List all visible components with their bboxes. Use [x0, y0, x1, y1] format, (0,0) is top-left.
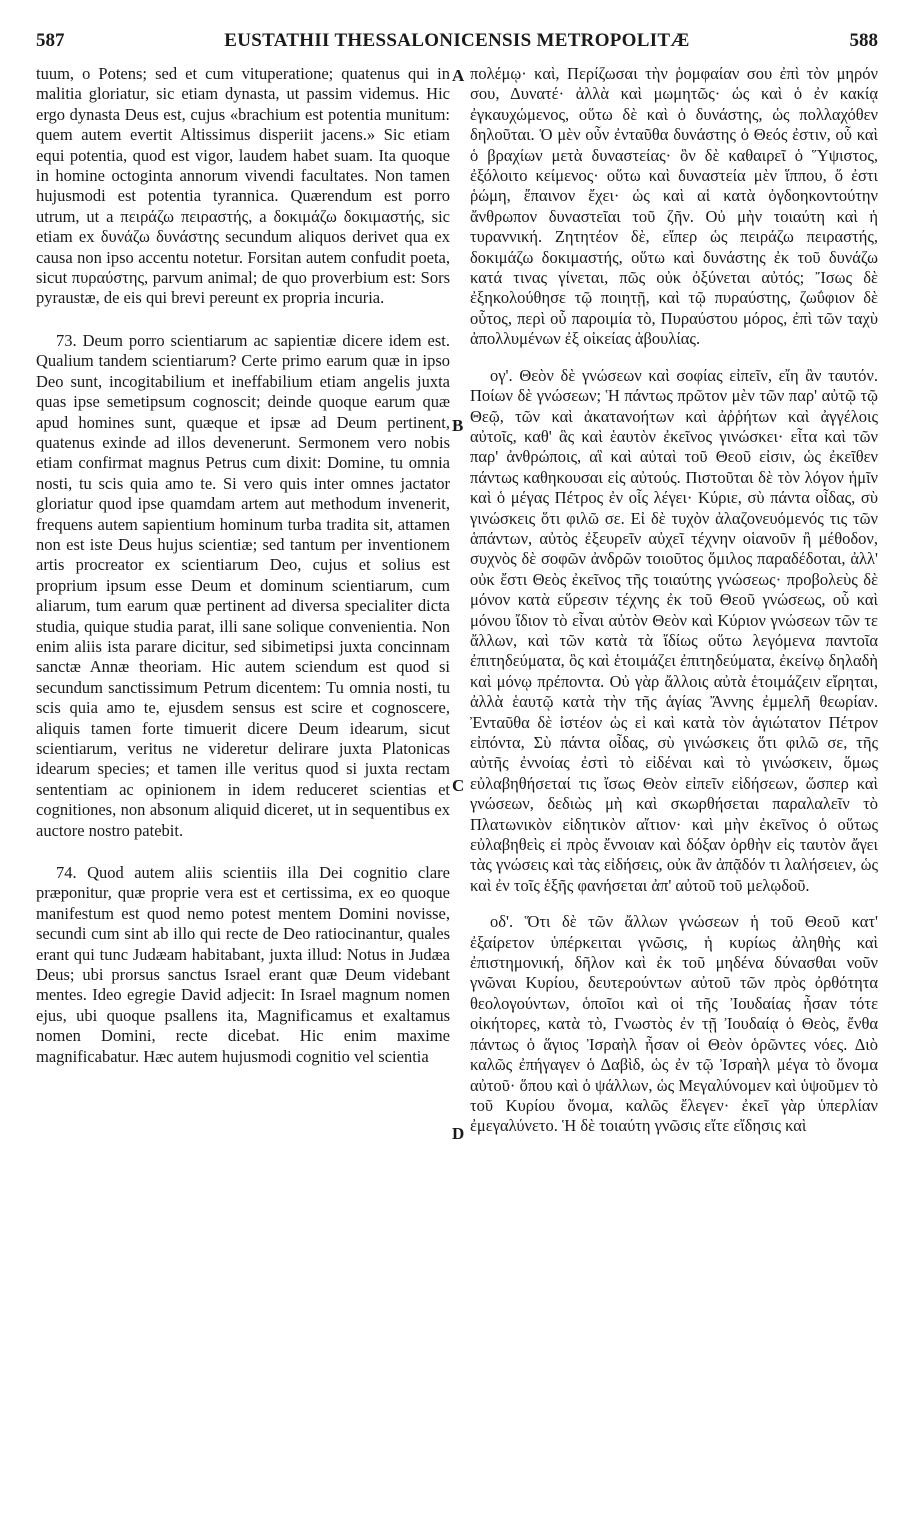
margin-marker-a: A: [452, 66, 465, 85]
latin-column: [36, 64, 450, 1067]
greek-paragraph-72-end: πολέμῳ· καὶ, Περίζωσαι τὴν ῥομφαίαν σου ἐπὶ τὸν μηρόν σου, Δυνατέ· ἀλλὰ καὶ μωμητῶς· ὡς καὶ ὁ ἐν κακίᾳ ἐγκαυχώμενος, οὕτω δὲ καὶ ὁ δυνάστης, ὡς πολλαχόθεν δηλοῦται. Ὁ μὲν οὖν ἐνταῦθα δυνάστης ὁ Θεός ἐστιν, οὗ καὶ ὁ βραχίων μετὰ δυναστείας· ὃν δὲ καθαιρεῖ ὁ Ὕψιστος, ἐξόλοιτο κείμενος· οὕτω καὶ δυναστεία μὲν ἵππου, ὅ ἐστι ῥώμη, ἔπαινον ἔχει· ὡς καὶ αἱ κατὰ ὀγδοηκοντούτην ἄνθρωπον δυναστεῖαι τοῦ ζῆν. Οὐ μὴν τοιαύτη καὶ ἡ τυραννική. Ζητητέον δὲ, εἴπερ ὡς πειράζω πειραστής, δοκιμάζω δοκιμαστής, οὕτω καὶ δυνάστης ἐκ τοῦ δυνάζω κατά τινας γίνεται, πῶς οὐκ ὀξύνεται αὐτός; Ἴσως δὲ ἐξηκολούθησε τῷ ποιητῇ, καὶ τῷ πυραύστης, ζωΰφιον δὲ οὗτος, περὶ οὗ παροιμία τὸ, Πυραύστου μόρος, ἐπὶ τῶν ταχὺ ἀπολλυμένων ἐξ οἰκείας ἀβουλίας.: [470, 64, 878, 349]
running-title: EUSTATHII THESSALONICENSIS METROPOLITÆ: [224, 30, 690, 51]
margin-marker-b: B: [452, 416, 464, 435]
page-number-left: 587: [36, 30, 65, 51]
greek-paragraph-73: ογ'. Θεὸν δὲ γνώσεων καὶ σοφίας εἰπεῖν, εἴη ἂν ταυτόν. Ποίων δὲ γνώσεων; Ἡ πάντως πρῶτον μὲν τῶν παρ' αὐτῷ τῷ Θεῷ, τῶν καὶ ἀκατανοήτων καὶ ἀῤῥήτων καὶ ἀγγέλοις αὐτοῖς, καθ' ἃς καὶ ἑαυτὸν ἐκεῖνος γινώσκει· εἶτα καὶ τῶν παρ' ἀνθρώποις, αἳ καὶ αὐταὶ τοῦ Θεοῦ εἰσιν, ὡς ἐκεῖθεν πάντως καθηκουσαι εἰς αὐτούς. Πιστοῦται δὲ τὸν λόγον ἡμῖν καὶ ὁ μέγας Πέτρος ἐν οἷς λέγει· Κύριε, σὺ πάντα οἶδας, σὺ γινώσκεις ὅτι φιλῶ σε. Εἰ δὲ τυχὸν ἀλαζονευόμενός τις τῶν ἁπάντων, αὐτὸς ἐξευρεῖν αὐχεῖ τέχνην οἱανοῦν ἢ μέθοδον, συχνὸς δὲ σοφῶν ἀνδρῶν τοιοῦτος ὅμιλος παραδέδοται, ἀλλ' οὐκ ἔστι Θεὸς ἐκεῖνος τῆς τοιαύτης γνώσεως· προβολεὺς δὲ μόνον κατὰ εὕρεσιν τέχνης ἐκ τοῦ Θεοῦ γνώσεως, οὗ καὶ μόνου ἴδιον τὸ εἶναι αὐτὸν Θεὸν καὶ Κύριον γνώσεων τῶν τε ἄλλων, καὶ τῶν κατὰ τὰ ἴδίως οὕτω λεγόμενα παντοῖα ἐπιτηδεύματα, ὃς καὶ ἑτοιμάζει ἐπιτηδεύματα, ἐκείνῳ δηλαδὴ καὶ μόνῳ πρέποντα. Οὐ γὰρ ἄλλοις αὐτὰ ἑτοιμάζειν εἴρηται, ἀλλὰ ἑαυτῷ κατὰ τὴν τῆς ἁγίας Ἄννης ἐμμελῆ θεωρίαν. Ἐνταῦθα δὲ ἰστέον ὡς εἰ καὶ κατὰ τὸν ἁγιώτατον Πέτρον εἰπόντα, Σὺ πάντα οἶδας, σὺ γινώσκεις ὅτι φιλῶ σε, τῆς αὐτῆς ἐννοίας ἐστὶ τὸ εἰδέναι καὶ τὸ γινώσκειν, ὅμως εὐλαβηθήσεταί τις ἴσως Θεὸν εἰπεῖν εἰδήσεων, ὥσπερ καὶ γνώσεων, δεδιὼς μὴ καὶ σκωρθήσεται παραλαλεῖν τὸ Πλατωνικὸν εἰδητικὸν αἴτιον· καὶ μὴν ἐκεῖνος ὁ οὕτως εὐλαβηθεὶς εἰ πρὸς ἔννοιαν καὶ δόξαν ὀρθὴν εἰς ταυτὸν ἄγει τὰς γνώσεις καὶ τὰς εἰδήσεις, οὐκ ἂν ἀπᾷδόν τι λαλήσειεν, ὡς καὶ ἐν τοῖς ἑξῆς φανήσεται ἀπ' αὐτοῦ τοῦ μελῳδοῦ.: [470, 365, 878, 895]
margin-marker-c: C: [452, 776, 465, 795]
margin-marker-d: D: [452, 1124, 465, 1143]
latin-paragraph-73: 73. Deum porro scientiarum ac sapientiæ dicere idem est. Qualium tandem scientiarum? Certe primo earum quæ in ipso Deo sunt, incogitabilium et ineffabilium etiam angelis juxta quas ipse semetipsum cognoscit; deinde quoque earum quæ apud homines sunt, quæque et ipsæ ad Deum pertinent, quatenus exinde ad illos devenerunt. Sermonem vero nobis etiam confirmat magnus Petrus cum dixit: Domine, tu omnia nosti, tu scis quia amo te. Si vero quis inter omnes jactator gloriatur quod ipse quamdam artem aut methodum invenerit, frequens autem sapientium hominum turba tradita sit, attamen non est iste Deus hujus scientiæ; sed tantum per inventionem artis procreator ex scientiarum Deo, cujus et solius est proprium ipsum esse Deum et dominum scientiarum, cum aliarum, tum earum quæ pertinent ad diversa specialiter dicta studia, quique studia parat, illi sane solique convenientia. Non enim aliis ista parare dicitur, sed sibimetipsi juxta concinnam sanctæ Annæ theoriam. Hic autem sciendum est quod si secundum sanctissimum Petrum dicentem: Tu omnia nosti, tu scis quia amo te, ejusdem sensus est scire et cognoscere, aliquis tamen forte timuerit dicere Deum idearum, sicut scientiarum, veritus ne videretur delirare juxta Platonicas idearum species; et tamen ille veritus quod si juxta rectam sententiam ac opinionem in idem reduceret scientias et cognitiones, non absonum aliquid diceret, ut in sequentibus ex auctore nostro patebit.: [36, 330, 450, 840]
latin-paragraph-72-end: tuum, o Potens; sed et cum vituperatione; quatenus qui in malitia gloriatur, sic etiam dynasta, ut passim videmus. Hic ergo dynasta Deus est, cujus «brachium est potentia munitum: quem autem evertit Altissimus disperiit jacens.» Sic etiam equi potentia, quod est vigor, laudem habet suam. Ita quoque in homine octoginta annorum vivendi facultates. Non tamen hujusmodi est potentia tyrannica. Quærendum est porro utrum, ut a πειράζω πειραστής, a δοκιμάζω δοκιμαστής, sic etiam ex δυνάζω δυνάστης secundum aliquos derivet qua ex causa non ipso accentu notetur. Forsitan autem confudit poeta, sicut πυραύστης, parvum animal; de quo proverbium est: Sors pyraustæ, de eis qui brevi pereunt ex propria incuria.: [36, 64, 450, 308]
page-number-right: 588: [849, 30, 878, 51]
greek-column: [470, 64, 878, 1137]
greek-paragraph-74: οδ'. Ὅτι δὲ τῶν ἄλλων γνώσεων ἡ τοῦ Θεοῦ κατ' ἐξαίρετον ὑπέρκειται γνῶσις, ἡ κυρίως ἀληθὴς καὶ ἐπιστημονική, δῆλον καὶ ἐκ τοῦ μηδένα δύνασθαι νοῦν γνῶναι Κυρίου, δευτερούντων αὐτοῦ τῶν πρὸς ὀρθότητα θεολογούντων, ὁποῖοι καὶ οἱ τῆς Ἰουδαίας ἦσαν τότε οἰκήτορες, κατὰ τὸ, Γνωστὸς ἐν τῇ Ἰουδαίᾳ ὁ Θεὸς, ἔνθα πάντως ὁ ἅγιος Ἰσραὴλ ἦσαν οἱ Θεὸν ὁρῶντες νόες. Διὸ καλῶς ἐπήγαγεν ὁ Δαβὶδ, ὡς ἐν τῷ Ἰσραὴλ μέγα τὸ ὄνομα αὐτοῦ· ὅπου καὶ ὁ ψάλλων, ὡς Μεγαλύνομεν καὶ ὑψοῦμεν τὸ τοῦ Κυρίου ὄνομα, καλῶς ἔλεγεν· ἐκεῖ γὰρ ὑπερλίαν ἐμεγαλύνετο. Ἡ δὲ τοιαύτη γνῶσις εἴτε εἴδησις καὶ: [470, 912, 878, 1136]
latin-paragraph-74: 74. Quod autem aliis scientiis illa Dei cognitio clare præponitur, quæ proprie vera est et certissima, ex eo quoque manifestum est quod nemo potest mentem Domini novisse, secundi cum sint ab illo qui recte de Deo ratiocinantur, quales erant qui tunc Judæam habitabant, juxta illud: Notus in Judæa Deus; ubi prorsus sanctus Israel erant quæ Deum videbant mentes. Ideo egregie David adjecit: In Israel magnum nomen ejus, ubi quoque psallens ita, Magnificamus et exaltamus nomen Domini, recte dicebat. Hic enim maxime magnificabatur. Hæc autem hujusmodi cognitio vel scientia: [36, 863, 450, 1066]
page-header: [36, 30, 878, 60]
